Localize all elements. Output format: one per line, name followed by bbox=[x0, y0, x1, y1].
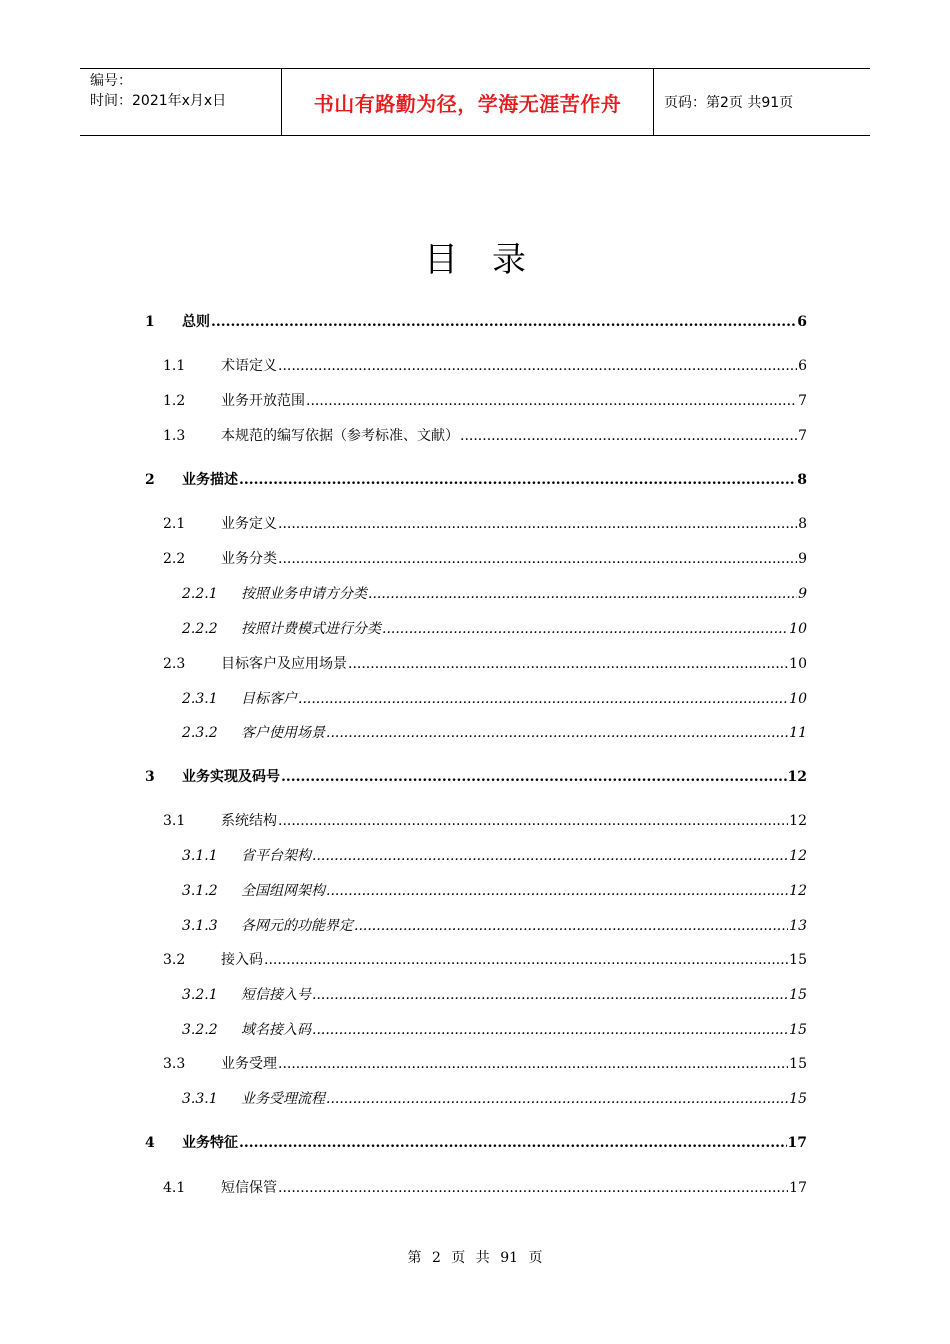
header-page-info: 页码：第2页 共91页 bbox=[664, 95, 794, 111]
toc-entry-page: 15 bbox=[789, 1056, 807, 1072]
toc-dot-leader bbox=[354, 916, 788, 936]
toc-dot-leader bbox=[278, 811, 788, 831]
toc-entry-title: 业务受理流程 bbox=[241, 1091, 325, 1107]
number-label: 编号： bbox=[90, 73, 132, 89]
toc-entry-number: 4.1 bbox=[163, 1180, 186, 1196]
toc-entry-page: 6 bbox=[798, 358, 807, 374]
toc-dot-leader bbox=[239, 470, 796, 490]
toc-entry-title: 业务特征 bbox=[182, 1135, 238, 1151]
toc-entry-title: 按照业务申请方分类 bbox=[241, 586, 367, 602]
toc-entry[interactable] bbox=[163, 811, 807, 831]
toc-entry-title: 按照计费模式进行分类 bbox=[241, 621, 381, 637]
toc-dot-leader bbox=[326, 881, 788, 901]
toc-entry-title: 域名接入码 bbox=[241, 1022, 311, 1038]
toc-entry-page: 11 bbox=[789, 725, 807, 741]
toc-entry-number: 1.3 bbox=[163, 428, 186, 444]
toc-entry-title: 目标客户及应用场景 bbox=[221, 656, 347, 672]
toc-dot-leader bbox=[348, 654, 788, 674]
toc-entry-title: 短信接入号 bbox=[241, 987, 311, 1003]
time-label: 时间：2021年x月x日 bbox=[90, 93, 227, 109]
toc-entry-number: 3.2.2 bbox=[182, 1022, 218, 1038]
toc-entry[interactable] bbox=[163, 654, 807, 674]
toc-entry-page: 13 bbox=[789, 918, 807, 934]
toc-entry-number: 2.2 bbox=[163, 551, 186, 567]
toc-entry-page: 10 bbox=[789, 656, 807, 672]
toc-entry-title: 总则 bbox=[182, 314, 210, 330]
toc-entry-page: 15 bbox=[789, 1091, 807, 1107]
toc-entry[interactable] bbox=[163, 1178, 807, 1198]
toc-dot-leader bbox=[312, 1020, 788, 1040]
toc-entry[interactable] bbox=[182, 1020, 807, 1040]
toc-dot-leader bbox=[312, 846, 788, 866]
toc-dot-leader bbox=[460, 426, 797, 446]
toc-entry-title: 目标客户 bbox=[241, 691, 297, 707]
toc-dot-leader bbox=[211, 312, 796, 332]
toc-entry-number: 3.1.1 bbox=[182, 848, 218, 864]
toc-entry-number: 2.2.2 bbox=[182, 621, 218, 637]
toc-entry-number: 2.3.2 bbox=[182, 725, 218, 741]
toc-entry-title: 短信保管 bbox=[221, 1180, 277, 1196]
toc-entry-title: 业务实现及码号 bbox=[182, 769, 280, 785]
toc-entry-title: 省平台架构 bbox=[241, 848, 311, 864]
toc-entry-page: 12 bbox=[789, 813, 807, 829]
toc-entry[interactable] bbox=[163, 356, 807, 376]
toc-dot-leader bbox=[239, 1133, 787, 1153]
toc-entry-number: 2.1 bbox=[163, 516, 186, 532]
toc-dot-leader bbox=[264, 950, 788, 970]
toc-entry-title: 业务开放范围 bbox=[221, 393, 305, 409]
toc-entry-number: 3.1.3 bbox=[182, 918, 218, 934]
toc-entry-number: 3.2.1 bbox=[182, 987, 218, 1003]
toc-entry-title: 术语定义 bbox=[221, 358, 277, 374]
toc-entry[interactable] bbox=[145, 470, 807, 490]
toc-entry[interactable] bbox=[145, 1133, 807, 1153]
toc-dot-leader bbox=[278, 1178, 788, 1198]
toc-entry-number: 3.1 bbox=[163, 813, 186, 829]
toc-entry-page: 9 bbox=[798, 586, 807, 602]
toc-dot-leader bbox=[312, 985, 788, 1005]
toc-entry[interactable] bbox=[182, 985, 807, 1005]
toc-entry-title: 业务描述 bbox=[182, 472, 238, 488]
toc-dot-leader bbox=[278, 514, 797, 534]
toc-entry[interactable] bbox=[163, 1054, 807, 1074]
toc-entry-title: 接入码 bbox=[221, 952, 263, 968]
toc-entry-page: 17 bbox=[787, 1135, 807, 1151]
toc-entry[interactable] bbox=[163, 549, 807, 569]
toc-dot-leader bbox=[326, 1089, 788, 1109]
toc-entry-title: 业务分类 bbox=[221, 551, 277, 567]
page-footer: 第 2 页 共 91 页 bbox=[407, 1250, 543, 1266]
toc-entry-number: 3.1.2 bbox=[182, 883, 218, 899]
toc-entry-number: 3.3 bbox=[163, 1056, 186, 1072]
toc-entry-page: 9 bbox=[798, 551, 807, 567]
toc-entry[interactable] bbox=[163, 514, 807, 534]
toc-entry-page: 8 bbox=[798, 516, 807, 532]
toc-entry-title: 客户使用场景 bbox=[241, 725, 325, 741]
toc-entry[interactable] bbox=[182, 723, 807, 743]
toc-entry-page: 12 bbox=[787, 769, 807, 785]
toc-entry-page: 15 bbox=[789, 952, 807, 968]
toc-entry[interactable] bbox=[182, 846, 807, 866]
toc-entry[interactable] bbox=[182, 1089, 807, 1109]
toc-entry-page: 10 bbox=[789, 691, 807, 707]
toc-entry[interactable] bbox=[182, 916, 807, 936]
toc-entry-number: 2.2.1 bbox=[182, 586, 218, 602]
toc-entry-title: 业务定义 bbox=[221, 516, 277, 532]
toc-entry[interactable] bbox=[163, 426, 807, 446]
page-header bbox=[80, 68, 870, 136]
toc-entry[interactable] bbox=[145, 312, 807, 332]
header-meta bbox=[80, 69, 282, 135]
toc-entry-page: 15 bbox=[789, 987, 807, 1003]
toc-entry-number: 2.3.1 bbox=[182, 691, 218, 707]
toc-entry[interactable] bbox=[145, 767, 807, 787]
toc-entry[interactable] bbox=[182, 881, 807, 901]
toc-dot-leader bbox=[281, 767, 787, 787]
toc-entry-page: 8 bbox=[797, 472, 807, 488]
toc-entry-title: 各网元的功能界定 bbox=[241, 918, 353, 934]
toc-entry-page: 12 bbox=[789, 883, 807, 899]
toc-entry-page: 7 bbox=[798, 393, 807, 409]
toc-entry-number: 1.1 bbox=[163, 358, 186, 374]
header-motto: 书山有路勤为径，学海无涯苦作舟 bbox=[282, 69, 654, 135]
toc-dot-leader bbox=[326, 723, 788, 743]
toc-entry-page: 17 bbox=[789, 1180, 807, 1196]
toc-dot-leader bbox=[298, 689, 788, 709]
toc-dot-leader bbox=[306, 391, 797, 411]
toc-entry-page: 6 bbox=[797, 314, 807, 330]
toc-title: 目录 bbox=[424, 240, 560, 280]
toc-entry-number: 4 bbox=[145, 1135, 155, 1151]
toc-dot-leader bbox=[278, 1054, 788, 1074]
toc-entry-title: 系统结构 bbox=[221, 813, 277, 829]
toc-entry-number: 3.3.1 bbox=[182, 1091, 218, 1107]
toc-entry-number: 2 bbox=[145, 472, 155, 488]
toc-entry[interactable] bbox=[163, 950, 807, 970]
toc-entry[interactable] bbox=[182, 619, 807, 639]
toc-entry-page: 10 bbox=[789, 621, 807, 637]
toc-entry-number: 3.2 bbox=[163, 952, 186, 968]
toc-entry-number: 1 bbox=[145, 314, 155, 330]
toc-dot-leader bbox=[278, 356, 797, 376]
toc-entry-number: 2.3 bbox=[163, 656, 186, 672]
toc-entry-title: 本规范的编写依据（参考标准、文献） bbox=[221, 428, 459, 444]
toc-entry-number: 1.2 bbox=[163, 393, 186, 409]
toc-entry-page: 7 bbox=[798, 428, 807, 444]
toc-entry-title: 全国组网架构 bbox=[241, 883, 325, 899]
toc-dot-leader bbox=[382, 619, 788, 639]
toc-entry[interactable] bbox=[182, 689, 807, 709]
toc-dot-leader bbox=[278, 549, 797, 569]
toc-dot-leader bbox=[368, 584, 797, 604]
toc-entry[interactable] bbox=[182, 584, 807, 604]
toc-entry-title: 业务受理 bbox=[221, 1056, 277, 1072]
toc-entry-number: 3 bbox=[145, 769, 155, 785]
toc-entry-page: 12 bbox=[789, 848, 807, 864]
toc-entry[interactable] bbox=[163, 391, 807, 411]
toc-entry-page: 15 bbox=[789, 1022, 807, 1038]
